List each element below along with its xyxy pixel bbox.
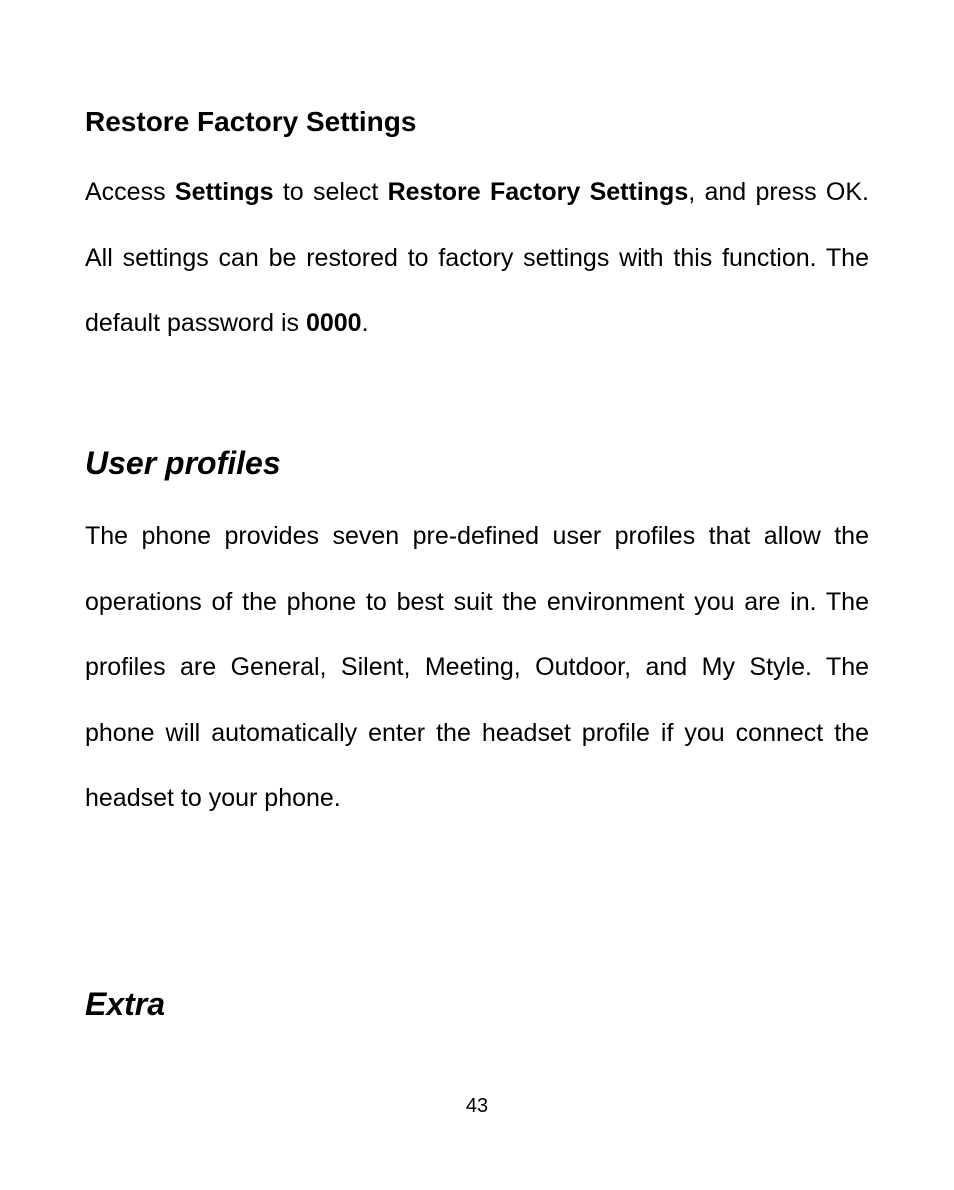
restore-factory-settings-heading: Restore Factory Settings [85, 106, 417, 137]
user-profiles-heading: User profiles [85, 445, 281, 481]
restore-text-1: Access [85, 178, 175, 206]
restore-text-4: . [361, 309, 369, 338]
restore-text-2: to select [273, 178, 388, 206]
extra-heading: Extra [85, 986, 166, 1022]
restore-text-3: , and press OK. All settings can be restored to factory settings with this function. The default password is [85, 178, 870, 338]
page-number: 43 [465, 1095, 489, 1117]
restore-factory-settings-paragraph [85, 160, 869, 357]
user-profiles-paragraph: The phone provides seven pre-defined user profiles that allow the operations of the phone to best suit the environment you are in. The profiles are General, Silent, Meeting, Outdoor, and My Style. The phone will automatically enter the headset profile if you connect the headset to your phone. [85, 522, 869, 813]
restore-menu-term: Restore Factory Settings [387, 178, 689, 206]
default-password: 0000 [305, 309, 362, 338]
settings-menu-term: Settings [174, 178, 274, 206]
